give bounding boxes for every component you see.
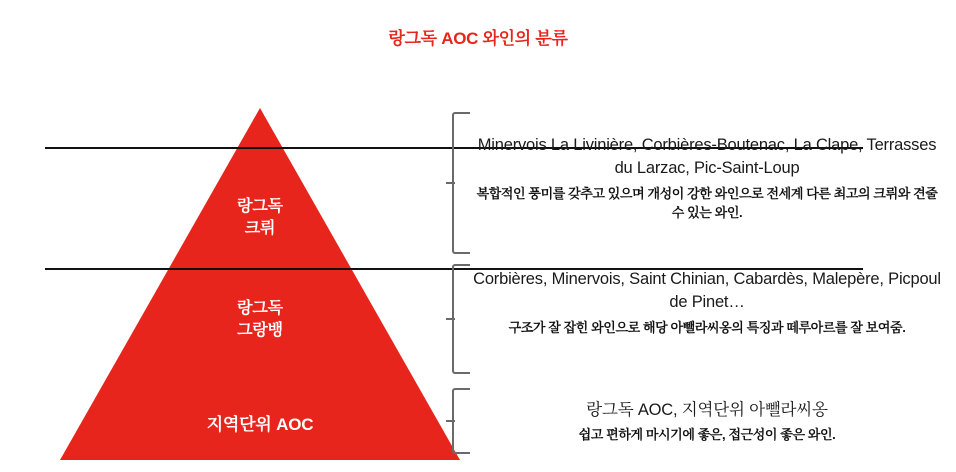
description-main-text: Minervois La Livinière, Corbières-Boutenac, La Clape, Terrasses du Larzac, Pic-Saint-Loup	[477, 136, 937, 178]
tier-label-line1: 지역단위 AOC	[206, 415, 314, 434]
description-sub-text: 복합적인 풍미를 갖추고 있으며 개성이 강한 와인으로 전세계 다른 최고의 크뤼와 견줄 수 있는 와인.	[476, 185, 938, 220]
pyramid-tier-label-regional-aoc	[60, 414, 460, 437]
description-sub-text: 쉽고 편하게 마시기에 좋은, 접근성이 좋은 와인.	[578, 427, 836, 443]
bracket-grand-vin	[452, 264, 470, 374]
description-regional-aoc	[470, 399, 944, 445]
tier-label-line1: 랑그독	[237, 198, 283, 215]
description-cru	[470, 134, 944, 223]
tier-label-line1: 랑그독	[237, 300, 283, 317]
bracket-regional-aoc	[452, 388, 470, 454]
description-main-text: 랑그독 AOC, 지역단위 아뺄라씨옹	[586, 401, 828, 419]
pyramid-tier-label-cru	[60, 196, 460, 239]
pyramid-tier-label-grand-vin	[60, 298, 460, 341]
pyramid-diagram	[60, 108, 460, 460]
description-sub-text: 구조가 잘 잡힌 와인으로 해당 아뺄라씨옹의 특징과 떼루아르를 잘 보여줌.	[508, 319, 906, 335]
page-title: 랑그독 AOC 와인의 분류	[388, 29, 568, 48]
tier-label-line2: 그랑뱅	[237, 321, 283, 339]
description-grand-vin	[470, 268, 944, 338]
description-main-text: Corbières, Minervois, Saint Chinian, Cabardès, Malepère, Picpoul de Pinet…	[473, 270, 941, 312]
bracket-cru	[452, 112, 470, 254]
tier-label-line2: 크뤼	[244, 219, 276, 237]
pyramid-shape	[60, 108, 460, 460]
